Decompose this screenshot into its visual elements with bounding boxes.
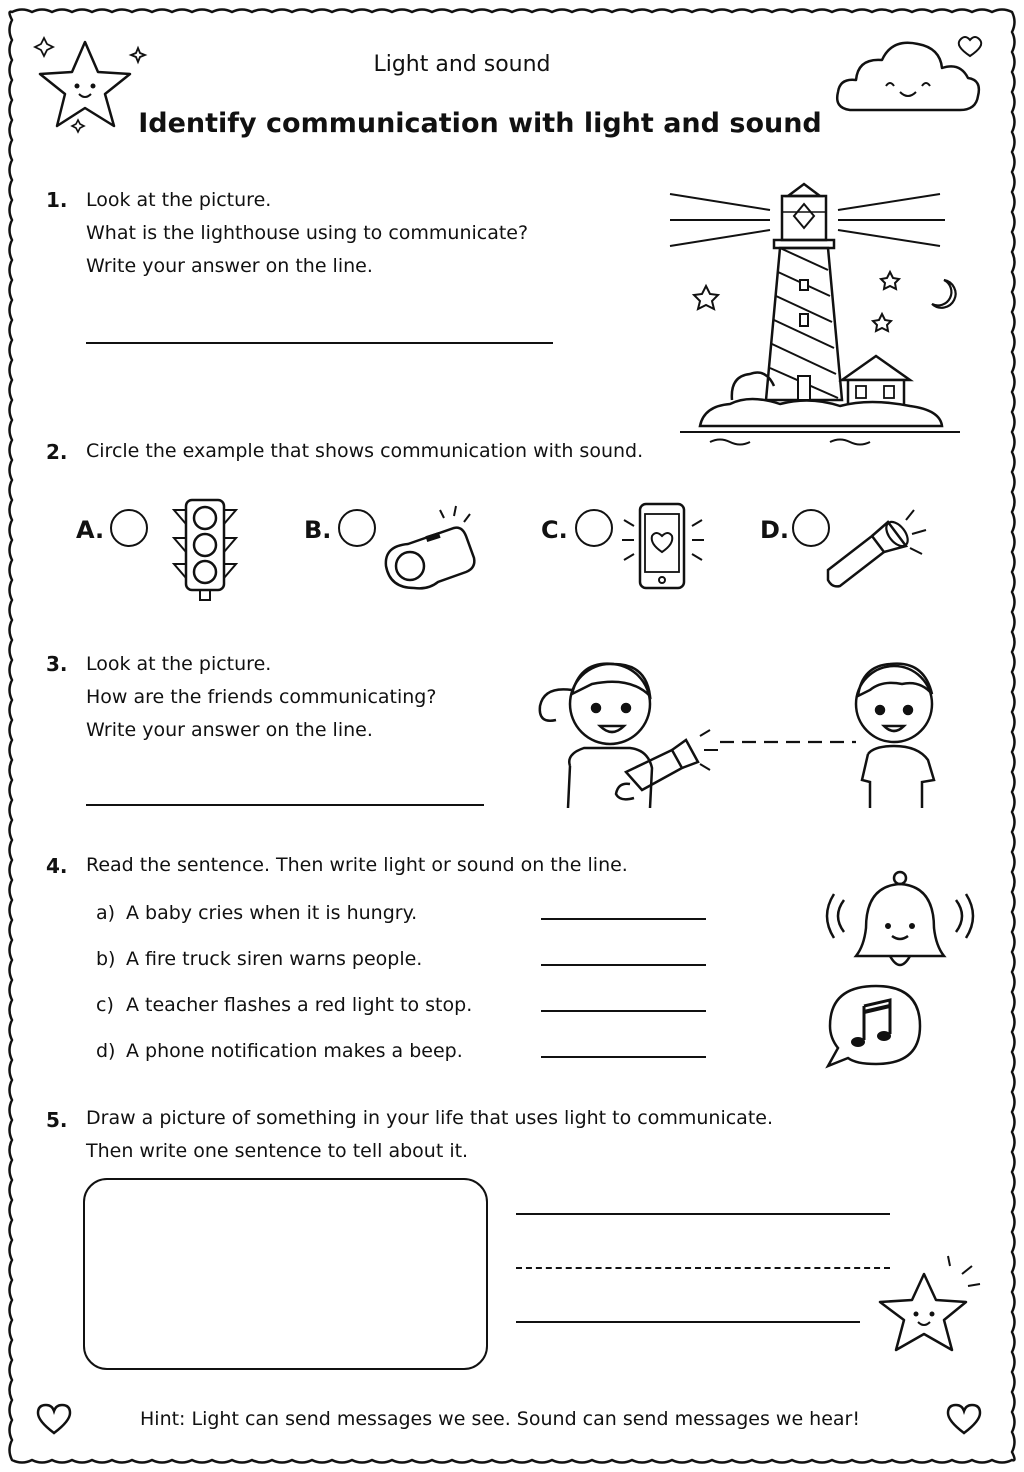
traffic-light-icon [172, 498, 238, 602]
item-d-answer-line[interactable] [541, 1056, 706, 1058]
option-a-circle[interactable] [110, 509, 148, 547]
friends-flashlight-picture [530, 650, 950, 810]
item-b-answer-line[interactable] [541, 964, 706, 966]
phone-heart-icon [620, 500, 706, 592]
question-3-line-2: How are the friends communicating? [86, 686, 437, 708]
question-4-number: 4. [46, 854, 68, 878]
question-5-line-2: Then write one sentence to tell about it. [86, 1140, 469, 1162]
question-5-line-1: Draw a picture of something in your life that uses light to communicate. [86, 1107, 774, 1129]
item-c-letter: c) [96, 994, 114, 1016]
question-1-number: 1. [46, 188, 68, 212]
sentence-line-2[interactable] [516, 1321, 860, 1323]
lighthouse-icon [670, 180, 970, 445]
item-b-text: A fire truck siren warns people. [126, 948, 423, 970]
item-a-text: A baby cries when it is hungry. [126, 902, 418, 924]
question-3-text [86, 648, 506, 747]
item-a-letter: a) [96, 902, 116, 924]
option-b-letter: B. [304, 516, 332, 544]
question-1-line-3: Write your answer on the line. [86, 255, 373, 277]
smiling-bell-icon [826, 870, 976, 976]
drawing-box[interactable] [83, 1178, 488, 1370]
question-3-line-1: Look at the picture. [86, 653, 272, 675]
question-1-line-2: What is the lighthouse using to communicate? [86, 222, 529, 244]
music-note-bubble-icon [826, 982, 924, 1070]
item-d-letter: d) [96, 1040, 116, 1062]
whistle-icon [378, 506, 474, 590]
worksheet-subject: Light and sound [373, 52, 551, 77]
sentence-guide-line[interactable] [516, 1267, 890, 1269]
question-4-text: Read the sentence. Then write light or sound on the line. [86, 854, 628, 876]
heart-icon [946, 1403, 982, 1435]
question-1-answer-line[interactable] [86, 342, 553, 344]
item-c-answer-line[interactable] [541, 1010, 706, 1012]
item-b-letter: b) [96, 948, 116, 970]
question-3-line-3: Write your answer on the line. [86, 719, 373, 741]
option-b-circle[interactable] [338, 509, 376, 547]
sentence-line-1[interactable] [516, 1213, 890, 1215]
question-1-line-1: Look at the picture. [86, 189, 272, 211]
option-c-circle[interactable] [575, 509, 613, 547]
option-c-letter: C. [541, 516, 568, 544]
option-a-letter: A. [76, 516, 105, 544]
worksheet-title: Identify communication with light and sound [138, 108, 822, 139]
question-3-number: 3. [46, 652, 68, 676]
item-c-text: A teacher flashes a red light to stop. [126, 994, 473, 1016]
question-1-text [86, 184, 626, 283]
question-2-number: 2. [46, 440, 68, 464]
flashlight-icon [822, 508, 930, 590]
item-d-text: A phone notification makes a beep. [126, 1040, 463, 1062]
option-d-letter: D. [760, 516, 790, 544]
item-a-answer-line[interactable] [541, 918, 706, 920]
smiling-star-icon [872, 1256, 992, 1368]
question-3-answer-line[interactable] [86, 804, 484, 806]
question-5-text [86, 1102, 806, 1168]
question-5-number: 5. [46, 1108, 68, 1132]
hint-text: Hint: Light can send messages we see. Sound can send messages we hear! [140, 1408, 860, 1430]
question-2-text: Circle the example that shows communication with sound. [86, 440, 644, 462]
